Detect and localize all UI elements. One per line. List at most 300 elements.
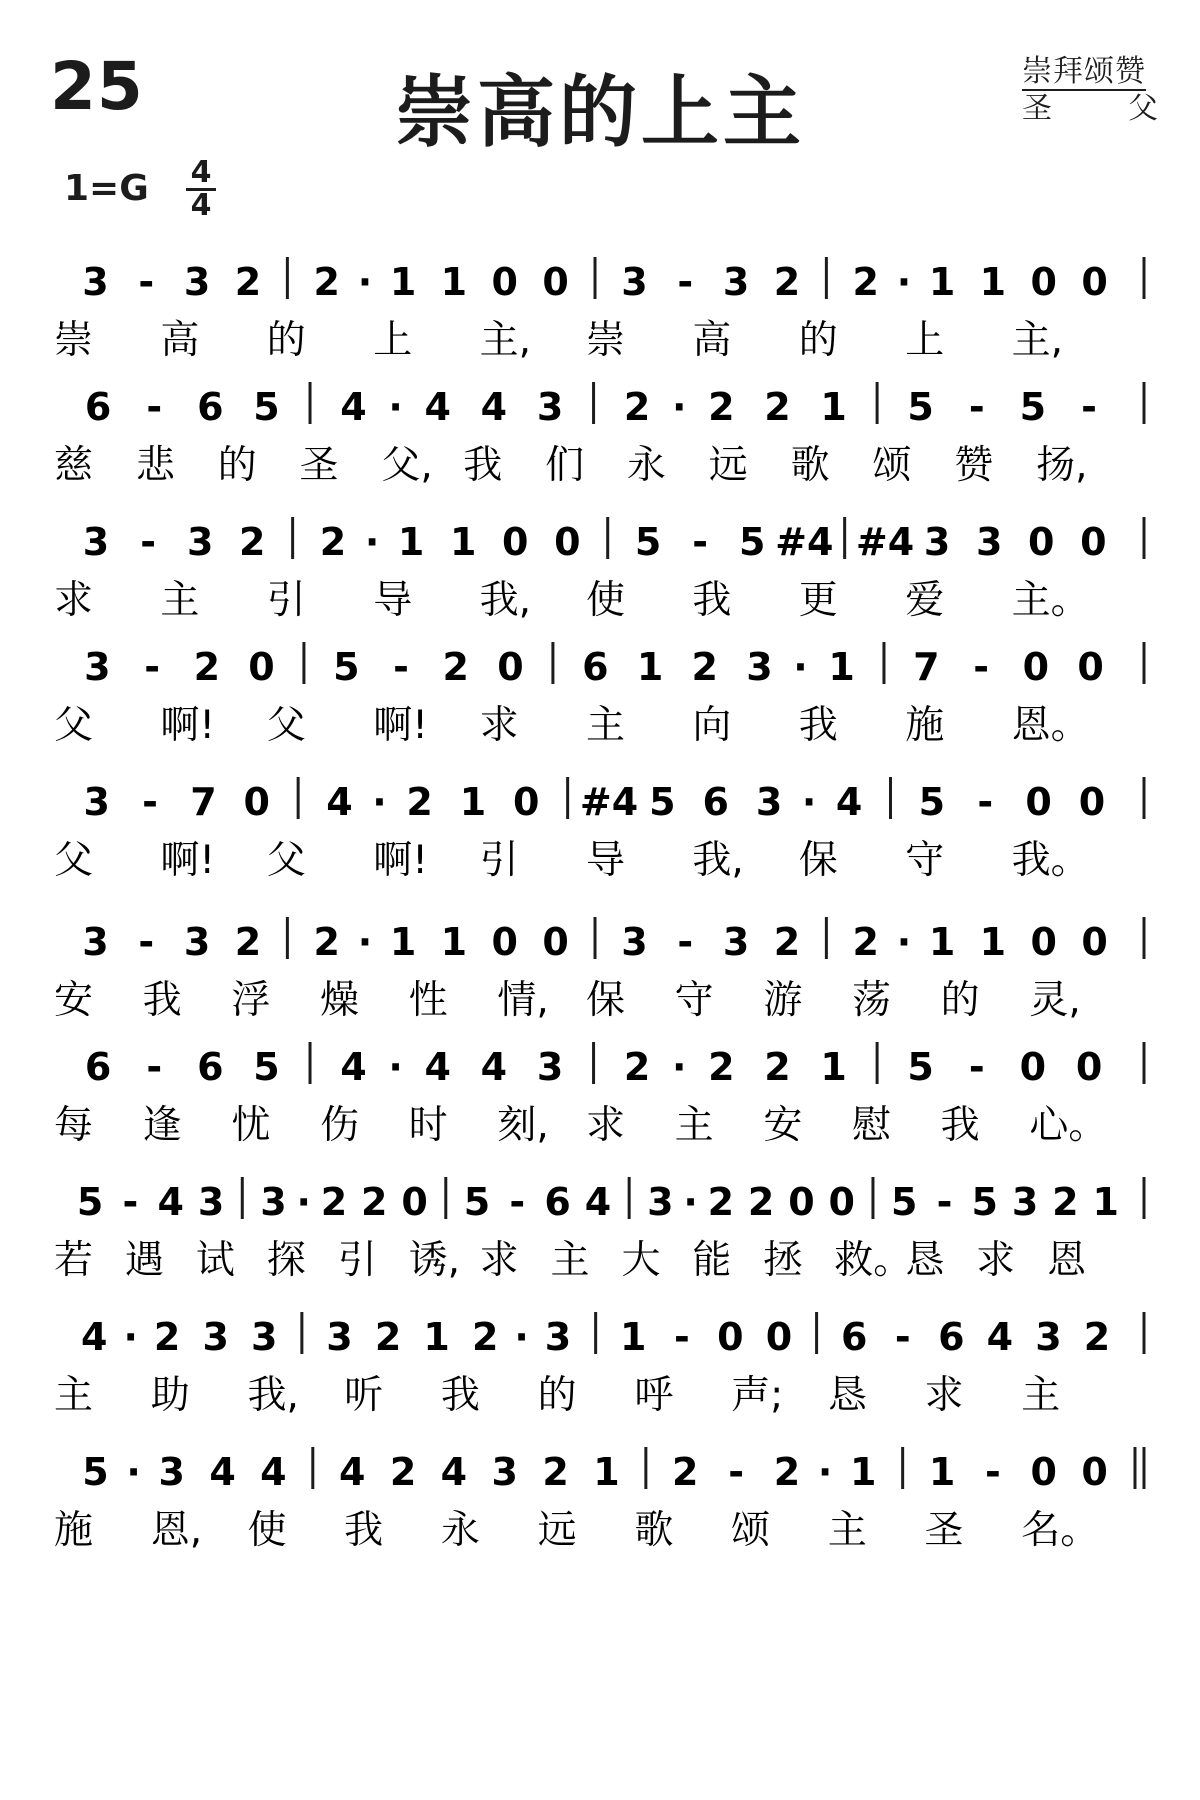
lyric-syllable: 父, [381,443,433,488]
lyric-syllable: 我 [692,578,732,623]
lyric-syllable: 上 [373,318,413,363]
note: 5 [907,385,934,429]
note: 5 [634,520,662,564]
note: 3 [647,1180,674,1224]
note: 6 [702,780,729,824]
note: 0 [1030,1450,1057,1494]
lyric-syllable: 救。 [834,1238,913,1283]
note: 6 [197,385,224,429]
page-title: 崇高的上主 [394,68,805,158]
note: 0 [243,780,271,824]
note: 3 [1035,1315,1062,1359]
lyric-syllable: 扬, [1036,443,1088,488]
lyric-syllable: 名。 [1021,1508,1100,1553]
note: 3 [251,1315,278,1359]
note: 3 [84,645,111,689]
note: 2 [852,260,880,304]
lyric-syllable: 悲 [135,443,175,488]
lyric-syllable: 的 [266,318,306,363]
note: 1 [440,260,468,304]
lyric-syllable: 性 [408,978,448,1023]
lyric-syllable: 慈 [54,443,94,488]
note: 4 [338,1450,366,1494]
note: 1 [389,920,417,964]
note: 3 [536,1045,564,1089]
note: 0 [1078,780,1106,824]
note: 5 [918,780,946,824]
lyric-syllable: 求 [586,1103,626,1148]
note: 1 [928,920,956,964]
lyric-syllable: 恳 [905,1238,945,1283]
note: 1 [820,1045,847,1089]
category-label: 崇拜颂赞 [1022,54,1146,89]
time-signature-denominator: 4 [186,188,216,221]
dash-mark: - [146,385,163,429]
lyric-syllable: 听 [344,1373,384,1418]
lyric-syllable: 崇 [54,318,94,363]
lyric-syllable: 求 [479,1238,519,1283]
dash-mark: - [509,1180,526,1224]
note: 2 [239,520,266,564]
dot-mark: · [296,1180,311,1224]
note: 1 [979,920,1007,964]
lyric-syllable: 呼 [634,1373,674,1418]
lyric-syllable: 向 [692,703,732,748]
dot-mark: · [817,1450,833,1494]
note: 1 [423,1315,450,1359]
note: 2 [234,260,262,304]
lyric-syllable: 赞 [954,443,994,488]
lyric-syllable: 主, [1011,318,1064,363]
note: 3 [536,385,564,429]
lyric-syllable: 我 [142,978,182,1023]
note: 2 [852,920,880,964]
lyric-syllable: 浮 [231,978,271,1023]
lyric-syllable: 崇 [586,318,626,363]
lyric-syllable: 保 [798,838,838,883]
note: 5 [253,1045,280,1089]
lyric-syllable: 父 [266,703,306,748]
lyric-syllable: 主 [54,1373,94,1418]
lyric-syllable: 大 [621,1238,661,1283]
lyric-syllable: 燥 [320,978,360,1023]
lyric-syllable: 永 [626,443,666,488]
lyric-syllable: 我 [463,443,503,488]
note: 1 [1092,1180,1119,1224]
dash-mark: - [692,520,709,564]
dash-mark: - [677,920,694,964]
note: 1 [389,260,417,304]
lyric-syllable: 更 [798,578,838,623]
lyric-syllable: 圣 [299,443,339,488]
dash-mark: - [140,520,157,564]
lyric-syllable: 远 [708,443,748,488]
note: #4 [855,520,915,564]
note: 2 [193,645,221,689]
dot-mark: · [896,920,912,964]
note: 2 [708,385,735,429]
dot-mark: · [364,520,380,564]
lyric-syllable: 引 [337,1238,377,1283]
lyric-syllable: 刻, [497,1103,549,1148]
note: 1 [636,645,664,689]
note: 3 [544,1315,572,1359]
lyric-syllable: 主 [586,703,626,748]
note: 1 [820,385,847,429]
note: 4 [424,385,451,429]
note: 2 [773,260,801,304]
lyric-syllable: 时 [408,1103,448,1148]
note: 2 [234,920,262,964]
lyric-syllable: 求 [479,703,519,748]
note: 0 [542,260,569,304]
lyric-syllable: 的 [798,318,838,363]
lyric-syllable: 导 [373,578,413,623]
lyric-syllable: 施 [905,703,945,748]
note: 2 [153,1315,181,1359]
note: 4 [424,1045,451,1089]
hymn-number: 25 [50,48,144,125]
dot-mark: · [793,645,808,689]
note: 0 [765,1315,793,1359]
lyric-syllable: 啊! [373,838,428,883]
lyric-syllable: 永 [440,1508,480,1553]
note: 4 [81,1315,108,1359]
note: 1 [928,260,956,304]
note: 6 [84,385,112,429]
dot-mark: · [357,260,373,304]
lyric-syllable: 守 [674,978,714,1023]
dash-mark: - [144,645,160,689]
note: 3 [82,260,109,304]
note: 5 [1019,385,1047,429]
note: 4 [260,1450,287,1494]
lyric-syllable: 荡 [852,978,892,1023]
note: 3 [755,780,783,824]
lyric-syllable: 高 [692,318,732,363]
note: 3 [326,1315,353,1359]
lyric-syllable: 啊! [373,703,428,748]
dash-mark: - [728,1450,745,1494]
note: 2 [406,780,433,824]
lyric-syllable: 情, [497,978,549,1023]
lyric-syllable: 恩。 [1011,703,1090,748]
lyric-syllable: 助 [150,1373,190,1418]
dot-mark: · [357,920,373,964]
note: 2 [708,1045,735,1089]
lyric-syllable: 探 [266,1238,306,1283]
note: 0 [1077,645,1104,689]
lyric-syllable: 的 [940,978,980,1023]
note: 3 [621,920,648,964]
note: 0 [554,520,581,564]
note: 1 [928,1450,956,1494]
dot-mark: · [123,1315,138,1359]
note: 3 [746,645,773,689]
dash-mark: - [393,645,409,689]
note: 3 [158,1450,185,1494]
note: 3 [186,520,214,564]
lyric-syllable: 父 [54,838,94,883]
note: 1 [850,1450,877,1494]
lyric-syllable: 施 [54,1508,94,1553]
note: 5 [463,1180,491,1224]
note: 1 [397,520,425,564]
note: 3 [260,1180,287,1224]
dash-mark: - [677,260,694,304]
lyric-syllable: 逢 [142,1103,182,1148]
note: 5 [738,520,766,564]
dash-mark: - [973,645,989,689]
note: 5 [253,385,280,429]
note: 6 [544,1180,571,1224]
note: 3 [183,920,211,964]
note: 4 [340,385,367,429]
lyric-syllable: 声; [731,1373,784,1418]
note: 3 [491,1450,518,1494]
dash-mark: - [977,780,994,824]
dot-mark: · [896,260,912,304]
lyric-syllable: 歌 [634,1508,674,1553]
note: 0 [1081,1450,1108,1494]
dot-mark: · [514,1315,529,1359]
note: 1 [459,780,487,824]
lyric-syllable: 慰 [852,1103,892,1148]
lyric-syllable: 远 [537,1508,577,1553]
note: 2 [747,1180,775,1224]
note: 2 [623,385,651,429]
note: 1 [979,260,1007,304]
lyric-syllable: 颂 [872,443,912,488]
note: 3 [722,260,750,304]
lyric-syllable: 爱 [905,578,945,623]
note: 0 [788,1180,815,1224]
dot-mark: · [372,780,387,824]
lyric-syllable: 游 [763,978,803,1023]
lyric-syllable: 每 [54,1103,94,1148]
dash-mark: - [138,920,155,964]
lyric-syllable: 我, [247,1373,299,1418]
lyric-syllable: 使 [247,1508,287,1553]
note: 5 [82,1450,109,1494]
lyric-syllable: 我 [440,1373,480,1418]
lyric-syllable: 我, [479,578,532,623]
note: 3 [82,920,109,964]
key-signature: 1=G [64,168,149,209]
dash-mark: - [894,1315,911,1359]
note: 0 [1028,520,1055,564]
lyric-syllable: 父 [54,703,94,748]
dash-mark: - [968,1045,985,1089]
lyric-syllable: 我 [798,703,838,748]
note: 3 [722,920,750,964]
dash-mark: - [146,1045,163,1089]
note: 2 [764,1045,791,1089]
note: #4 [775,520,834,564]
note: 5 [971,1180,999,1224]
dot-mark: · [671,385,687,429]
note: 4 [480,385,508,429]
lyric-syllable: 心。 [1029,1103,1108,1148]
lyric-syllable: 求 [54,578,94,623]
lyric-syllable: 父 [266,838,306,883]
note: 4 [440,1450,468,1494]
note: 2 [319,520,347,564]
note: 6 [84,1045,112,1089]
note: 0 [1025,780,1052,824]
note: 4 [326,780,353,824]
lyric-syllable: 引 [479,838,519,883]
lyric-syllable: 高 [160,318,200,363]
note: 4 [157,1180,184,1224]
note: 4 [584,1180,612,1224]
note: 2 [691,645,718,689]
lyric-syllable: 守 [905,838,945,883]
note: 0 [1030,920,1057,964]
note: 2 [361,1180,388,1224]
note: 0 [1019,1045,1047,1089]
lyric-syllable: 恳 [827,1373,867,1418]
note: 2 [1083,1315,1111,1359]
lyric-syllable: 能 [692,1238,732,1283]
lyric-syllable: 主 [550,1238,590,1283]
author-char-1: 圣 [1022,91,1052,126]
lyric-syllable: 导 [586,838,626,883]
note: 2 [542,1450,569,1494]
lyric-syllable: 我。 [1011,838,1090,883]
lyric-syllable: 圣 [924,1508,964,1553]
note: 4 [986,1315,1014,1359]
note: 3 [197,1180,225,1224]
note: 0 [491,920,518,964]
dot-mark: · [388,1045,403,1089]
lyric-syllable: 遇 [124,1238,164,1283]
lyric-syllable: 恩, [150,1508,203,1553]
time-signature-numerator: 4 [190,155,212,190]
dot-mark: · [683,1180,698,1224]
note: 6 [938,1315,965,1359]
lyric-syllable: 诱, [408,1238,461,1283]
dot-mark: · [801,780,817,824]
note: #4 [579,780,639,824]
lyric-syllable: 引 [266,578,306,623]
note: 3 [975,520,1003,564]
lyric-syllable: 啊! [160,838,216,883]
note: 2 [773,1450,801,1494]
note: 7 [913,645,940,689]
note: 5 [333,645,360,689]
lyric-syllable: 安 [54,978,94,1023]
note: 4 [480,1045,508,1089]
note: 2 [442,645,470,689]
lyric-syllable: 我 [344,1508,384,1553]
note: 5 [76,1180,104,1224]
lyric-syllable: 的 [537,1373,577,1418]
note: 0 [542,920,569,964]
note: 0 [1075,1045,1103,1089]
lyric-syllable: 上 [905,318,945,363]
note: 2 [1052,1180,1079,1224]
dash-mark: - [122,1180,139,1224]
note: 5 [890,1180,918,1224]
lyric-syllable: 主 [1021,1373,1061,1418]
dash-mark: - [673,1315,690,1359]
author-char-2: 父 [1128,91,1158,126]
dash-mark: - [142,780,158,824]
note: 0 [1081,920,1108,964]
lyric-syllable: 颂 [731,1508,771,1553]
note: 0 [1030,260,1057,304]
lyric-syllable: 主 [160,578,200,623]
note: 2 [623,1045,651,1089]
note: 4 [835,780,863,824]
note: 2 [764,385,791,429]
dot-mark: · [126,1450,141,1494]
note: 3 [202,1315,229,1359]
lyric-syllable: 主 [674,1103,714,1148]
note: 6 [840,1315,868,1359]
lyric-syllable: 保 [586,978,626,1023]
lyric-syllable: 忧 [231,1103,271,1148]
lyric-syllable: 我 [940,1103,980,1148]
dash-mark: - [936,1180,953,1224]
lyric-syllable: 安 [763,1103,803,1148]
note: 0 [717,1315,744,1359]
note: 2 [707,1180,735,1224]
lyric-syllable: 歌 [790,443,830,488]
note: 6 [197,1045,224,1089]
lyric-syllable: 求 [976,1238,1016,1283]
lyric-syllable: 求 [924,1373,964,1418]
note: 2 [471,1315,499,1359]
note: 2 [389,1450,417,1494]
note: 0 [1080,520,1107,564]
note: 3 [1011,1180,1039,1224]
lyric-syllable: 啊! [160,703,216,748]
lyric-syllable: 的 [217,443,257,488]
note: 2 [320,1180,348,1224]
lyric-syllable: 灵, [1029,978,1081,1023]
note: 0 [248,645,275,689]
note: 2 [313,920,341,964]
lyric-syllable: 使 [586,578,626,623]
note: 2 [672,1450,699,1494]
dot-mark: · [671,1045,687,1089]
note: 0 [491,260,518,304]
dash-mark: - [138,260,155,304]
note: 3 [621,260,648,304]
note: 3 [923,520,951,564]
lyric-syllable: 伤 [320,1103,360,1148]
lyric-syllable: 们 [545,443,585,488]
lyric-syllable: 主 [827,1508,867,1553]
note: 4 [340,1045,367,1089]
dash-mark: - [968,385,985,429]
note: 2 [773,920,801,964]
note: 0 [1022,645,1050,689]
note: 1 [620,1315,647,1359]
note: 1 [449,520,477,564]
lyric-syllable: 若 [54,1238,94,1283]
note: 5 [649,780,676,824]
note: 1 [593,1450,620,1494]
lyric-syllable: 拯 [763,1238,803,1283]
note: 0 [1081,260,1108,304]
dot-mark: · [388,385,403,429]
note: 1 [828,645,855,689]
note: 2 [313,260,341,304]
note: 3 [82,520,110,564]
